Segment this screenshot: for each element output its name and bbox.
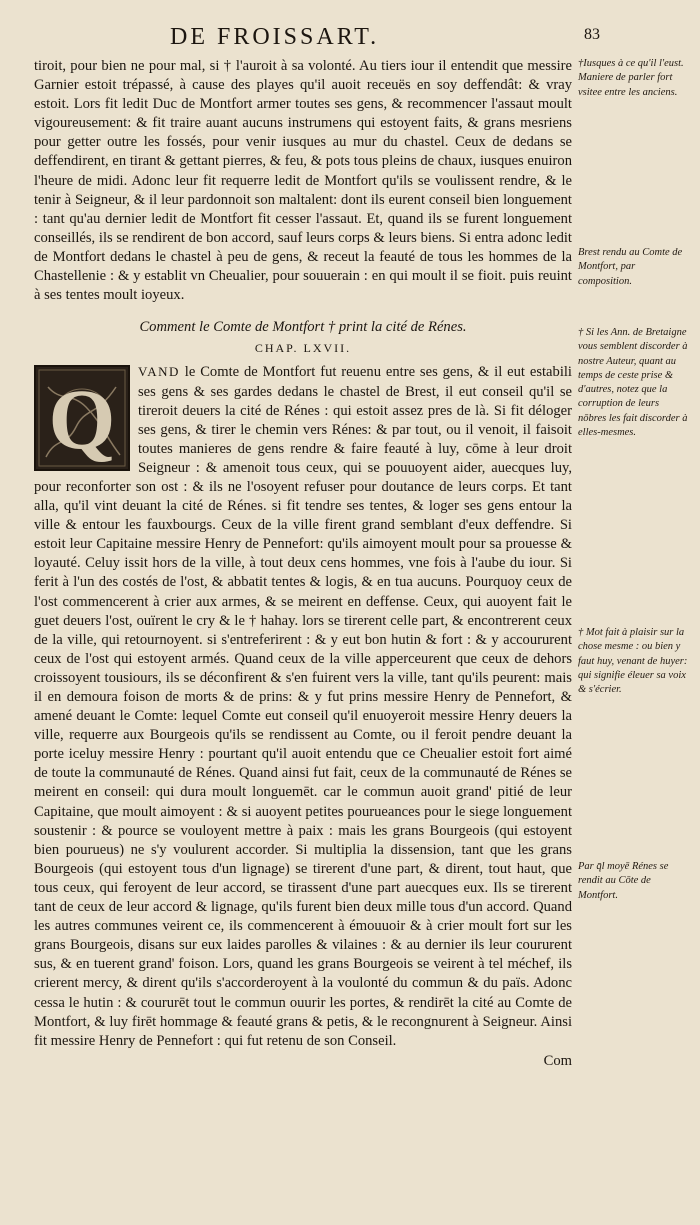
margin-note-annales-bretaigne: † Si les Ann. de Bretaigne vous semblent discorder à nostre Auteur, quant au temps de ceste prise & d'autres, notez que la corruption de leurs nōbres les fait discorder à elles-mesmes. <box>578 327 688 439</box>
initial-letter: Q <box>48 371 116 468</box>
margin-note-hahay: † Mot fait à plaisir sur la chose mesme : ou bien y faut huy, venant de huyer: qui signifie éleuer sa voix & s'écrier. <box>578 627 688 696</box>
main-text-column <box>34 57 572 1071</box>
page-header <box>160 24 600 54</box>
margin-note-rennes-rendue: Par q̄l moyē Rénes se rendit au Cōte de Montfort. <box>578 861 669 901</box>
catchword: Com <box>543 1052 572 1069</box>
running-title: DE FROISSART. <box>170 24 380 50</box>
chapter-body-text: le Comte de Montfort fut reuenu entre ses gens, & il eut estabili ses gens & ses gardes dedans le chastel de Brest, il eut conseil qu'il se tireroit deuers la cité de Rénes : qui estoit assez pres de là. Si fit déloger ses gens, & tirer le chemin vers Rénes: & par tout, ou il venoit, il faisoit toutes manieres de gens rendre & faire feauté à luy, cōme à leur droit Seigneur : & amenoit tous ceux, qui se pouuoyent aider, auecques luy, pour reconforter son ost : & ils ne l'osoyent refuser pour doutance de leurs corps. Et tant alla, qu'il vint deuant la cité de Rénes. si fit tendre ses tentes, & loger ses gens entour la ville & entour les fauxbourgs. Ceux de la ville firent grand semblant d'eux deffendre. Si estoit leur Capitaine messire Henry de Pennefort: qu'ils aimoyent moult pour sa prouesse & loyauté. Celuy issit hors de la ville, à tout deux cens hommes, vne fois à l'aube du iour. Si ferit à l'un des costés de l'ost, & abbatit tentes & logis, & en tua aucuns. Pourquoy ceux de l'ost commencerent à crier aux armes, & se meirent en deffense. Ceux, qui auoyent fait le guet deuers l'ost, ouïrent le cry & le † hahay. lors se tirerent celle part, & encontrerent ceux de la ville, qui retournoyent. si s'entreferirent : & y eut bon hutin & fort : & y accoururent ceux de l'ost qui estoyent armés. Quand ceux de la ville apperceurent que ceux de dehors croissoyent tousiours, ils se déconfirent & s'en fuirent vers la ville, tant qu'ils peurent: mais il en demoura foison de morts & de prins: & y fut prins messire Henry de Pennefort, & amené deuant le Comte: lequel Comte eut conseil qu'il enuoyeroit messire Henry deuers la ville, requerre aux Bourgeois qu'ils se rendissent au Comte, ou il feroit pendre deuant la porte iceluy messire Henry : pourtant qu'il auoit entendu que ce Cheualier estoit fort aimé de toute la communauté de Rénes. Quand ainsi fut fait, ceux de la communauté de Rénes se meirent en conseil: qui dura moult longuemēt. car le commun auoit grand' pitié de leur Capitaine, que moult aimoyent : & si auoyent petites pourueances pour le siege longuement soustenir : & pource se vouloyent mettre à paix : mais les grans Bourgeois (qui estoyent bien pourueus) ne s'y voulurent accorder. Si multiplia la dissension, tant que les grans Bourgeois (qui estoyent tous d'un lignage) se tirerent d'une part, & dirent, tout haut, que tous ceux, qui feroyent de leur accord, se tirassent d'une part auecques eux. Ils se tirerent tant de ceux de leur accord & lignage, qu'ils furent bien deux mille tous d'un accord. Quand les autres communes veirent ce, ils commencerent à émouuoir & à crier moult fort sur les grans Bourgeois, disans sur eux laides parolles & vilaines : & au dernier ils leur coururent sus, & en tuerent grand' foison. Lors, quand les grans Bourgeois se veirent à tel méchef, ils crierent mercy, & dirent qu'ils s'accorderoyent à la voulonté du commun & du païs. Adonc cessa le hutin : & coururēt tout le commun ouurir les portes, & rendirēt la cité au Comte de Montfort, & luy firēt hommage & feauté grans & petis, & le recongnurent à Seigneur. Ainsi fit messire Henry de Pennefort : qui fut retenu de son Conseil. <box>34 364 572 1049</box>
chapter-title: Comment le Comte de Montfort † print la cité de Rénes. <box>139 319 467 336</box>
decorated-initial <box>34 365 130 471</box>
margin-note-brest-rendu: Brest rendu au Comte de Montfort, par composition. <box>578 247 683 287</box>
margin-note-maniere-de-parler: †Iusques à ce qu'il l'eust. Maniere de parler fort vsitee entre les anciens. <box>578 58 684 98</box>
page-number: 83 <box>584 26 600 43</box>
paragraph-siege-brest: tiroit, pour bien ne pour mal, si † l'auroit à sa volonté. Au tiers iour il entendit que messire Garnier estoit trépassé, à cause des playes qu'il auoit receuës en soy deffendât: & vray estoit. Lors fit ledit Duc de Montfort armer toutes ses gens, & recommencer l'assaut moult vigoureusement: & fit traire auant aucuns instrumens qui estoyent faits, & grans mesriens pour getter outre les fossés, pour venir iusques au mur du chastel. Ceux de dedans se deffendirent, en tirant & gettant pierres, & feu, & pots tous pleins de chaux, iusques enuiron l'heure de midi. Adonc leur fit requerre ledit de Montfort qu'ils se voulissent rendre, & le tenir à Seigneur, & il leur pardonnoit son maltalent: dont ils eurent conseil bien longuement : tant qu'au dernier ledit de Montfort fit cesser l'assaut. Et, quand ils se furent longuement conseillés, ils se rendirent de bon accord, sauf leurs corps & leurs biens. Si entra adonc ledit de Montfort dedans le chastel à peu de gens, & receut la feauté de tous les hommes de la Chastellenie : & y establit vn Cheualier, pour souuerain : en qui moult il se fioit. puis reuint à ses tentes moult ioyeux. <box>34 58 572 304</box>
chapter-first-word: VAND <box>138 364 180 380</box>
chapter-number: CHAP. LXVII. <box>254 341 352 356</box>
